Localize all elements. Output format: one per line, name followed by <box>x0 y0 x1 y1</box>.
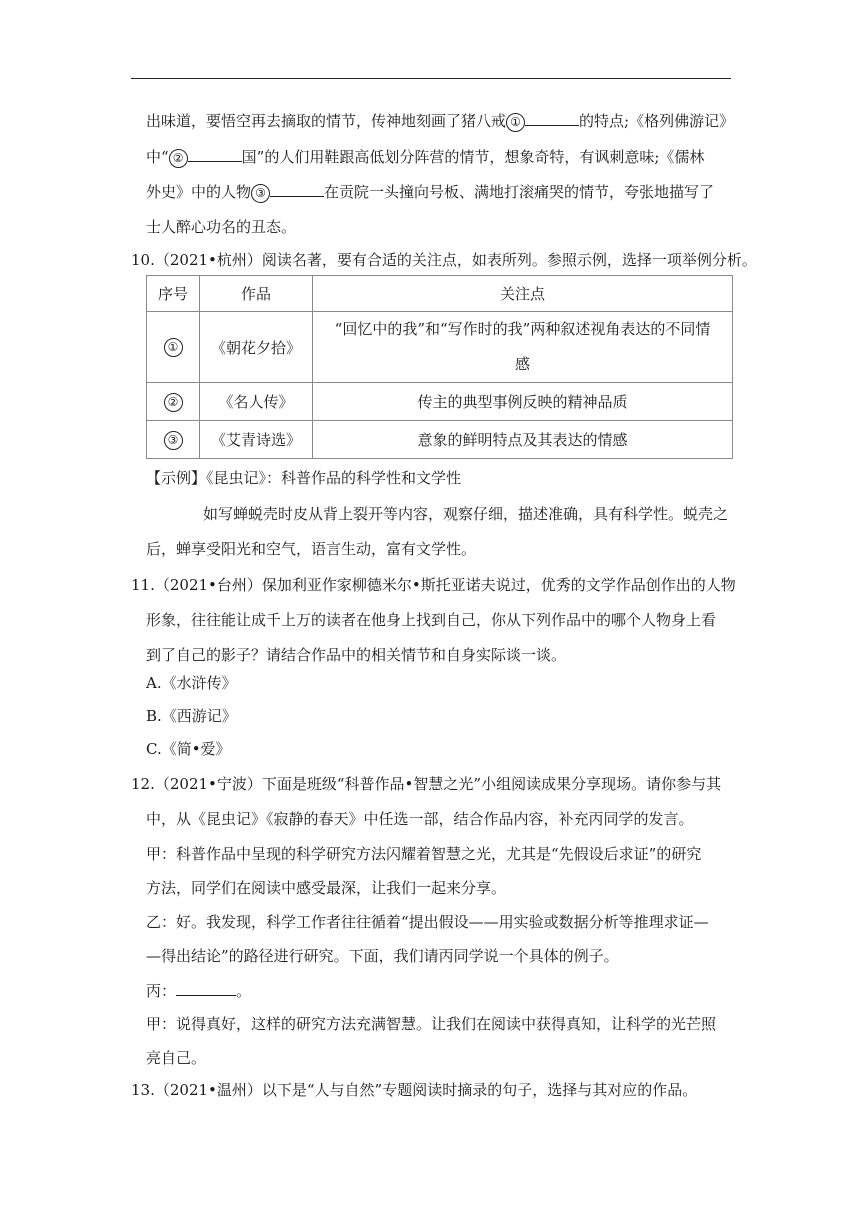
q11-option-b: B.《西游记》 <box>146 707 237 725</box>
dialogue-yi-line-1: 乙：好。我发现，科学工作者往往循着“提出假设——用实验或数据分析等推理求证— <box>146 913 709 931</box>
q12-question-line-1: 12.（2021•宁波）下面是班级“科普作品•智慧之光”小组阅读成果分享现场。请你参与其 <box>131 775 722 793</box>
example-line-1: 如写蝉蜕壳时皮从背上裂开等内容，观察仔细，描述准确，具有科学性。蜕壳之 <box>203 505 729 523</box>
q11-option-c: C.《简•爱》 <box>146 740 231 758</box>
q9-text: 出味道，要悟空再去摘取的情节，传神地刻画了猪八戒 <box>146 112 507 130</box>
q9-text: 的特点;《格列佛游记》 <box>579 112 735 130</box>
q9-line-4: 士人醉心功名的丑态。 <box>146 218 297 236</box>
row-work: 《艾青诗选》 <box>200 421 313 459</box>
row-focus: 意象的鲜明特点及其表达的情感 <box>313 421 733 459</box>
q10-question: 10.（2021•杭州）阅读名著，要有合适的关注点，如表所列。参照示例，选择一项举例分析。 <box>131 251 757 269</box>
q9-text: 中“ <box>146 148 169 166</box>
q13-question: 13.（2021•温州）以下是“人与自然”专题阅读时摘录的句子，选择与其对应的作品。 <box>131 1081 698 1099</box>
row-focus: 传主的典型事例反映的精神品质 <box>313 383 733 421</box>
row-index: ③ <box>147 421 200 459</box>
q9-text: 在贡院一头撞向号板、满地打滚痛哭的情节，夸张地描写了 <box>324 183 715 201</box>
q9-line-2 <box>146 146 704 168</box>
q9-text: 外史》中的人物 <box>146 183 252 201</box>
q9-text: 国”的人们用鞋跟高低划分阵营的情节，想象奇特，有讽刺意味;《儒林 <box>241 148 705 166</box>
q11-question-line-3: 到了自己的影子？请结合作品中的相关情节和自身实际谈一谈。 <box>146 646 567 664</box>
answer-blank-bing[interactable] <box>176 980 236 996</box>
header-focus: 关注点 <box>313 276 733 312</box>
dialogue-jia-2-line-2: 亮自己。 <box>146 1049 207 1067</box>
q11-option-a: A.《水浒传》 <box>146 674 237 692</box>
dialogue-bing-line: 丙： 。 <box>146 982 252 1000</box>
dialogue-jia-2-line-1: 甲：说得真好，这样的研究方法充满智慧。让我们在阅读中获得真知，让科学的光芒照 <box>146 1015 717 1033</box>
row-index: ① <box>147 312 200 383</box>
dialogue-jia-line-2: 方法，同学们在阅读中感受最深，让我们一起来分享。 <box>146 879 507 897</box>
blank-number-2: ② <box>169 149 188 168</box>
table-row <box>147 383 733 421</box>
header-work: 作品 <box>200 276 313 312</box>
dialogue-jia-line-1: 甲：科普作品中呈现的科学研究方法闪耀着智慧之光，尤其是“先假设后求证”的研究 <box>146 845 702 863</box>
row-work: 《名人传》 <box>200 383 313 421</box>
row-work: 《朝花夕拾》 <box>200 312 313 383</box>
blank-number-1: ① <box>506 113 525 132</box>
table-row <box>147 312 733 383</box>
focus-table <box>146 275 733 459</box>
example-line-2: 后，蝉享受阳光和空气，语言生动，富有文学性。 <box>146 540 477 558</box>
answer-blank-3[interactable] <box>270 181 324 197</box>
answer-blank-2[interactable] <box>188 146 242 162</box>
row-index: ② <box>147 383 200 421</box>
dialogue-yi-line-2: —得出结论”的路径进行研究。下面，我们请丙同学说一个具体的例子。 <box>146 947 619 965</box>
table-row <box>147 421 733 459</box>
q11-question-line-1: 11.（2021•台州）保加利亚作家柳德米尔•斯托亚诺夫说过，优秀的文学作品创作出的人物 <box>131 576 736 594</box>
example-title: 【示例】《昆虫记》：科普作品的科学性和文学性 <box>146 469 462 487</box>
answer-blank-1[interactable] <box>525 110 579 126</box>
table-header-row <box>147 276 733 312</box>
q12-question-line-2: 中，从《昆虫记》《寂静的春天》中任选一部，结合作品内容，补充丙同学的发言。 <box>146 810 694 828</box>
q9-line-3 <box>146 181 714 203</box>
row-focus: “回忆中的我”和“写作时的我”两种叙述视角表达的不同情 感 <box>313 312 733 383</box>
header-index: 序号 <box>147 276 200 312</box>
q9-line-1 <box>146 110 734 132</box>
q11-question-line-2: 形象，往往能让成千上万的读者在他身上找到自己，你从下列作品中的哪个人物身上看 <box>146 611 717 629</box>
header-rule <box>131 78 731 79</box>
blank-number-3: ③ <box>251 184 270 203</box>
